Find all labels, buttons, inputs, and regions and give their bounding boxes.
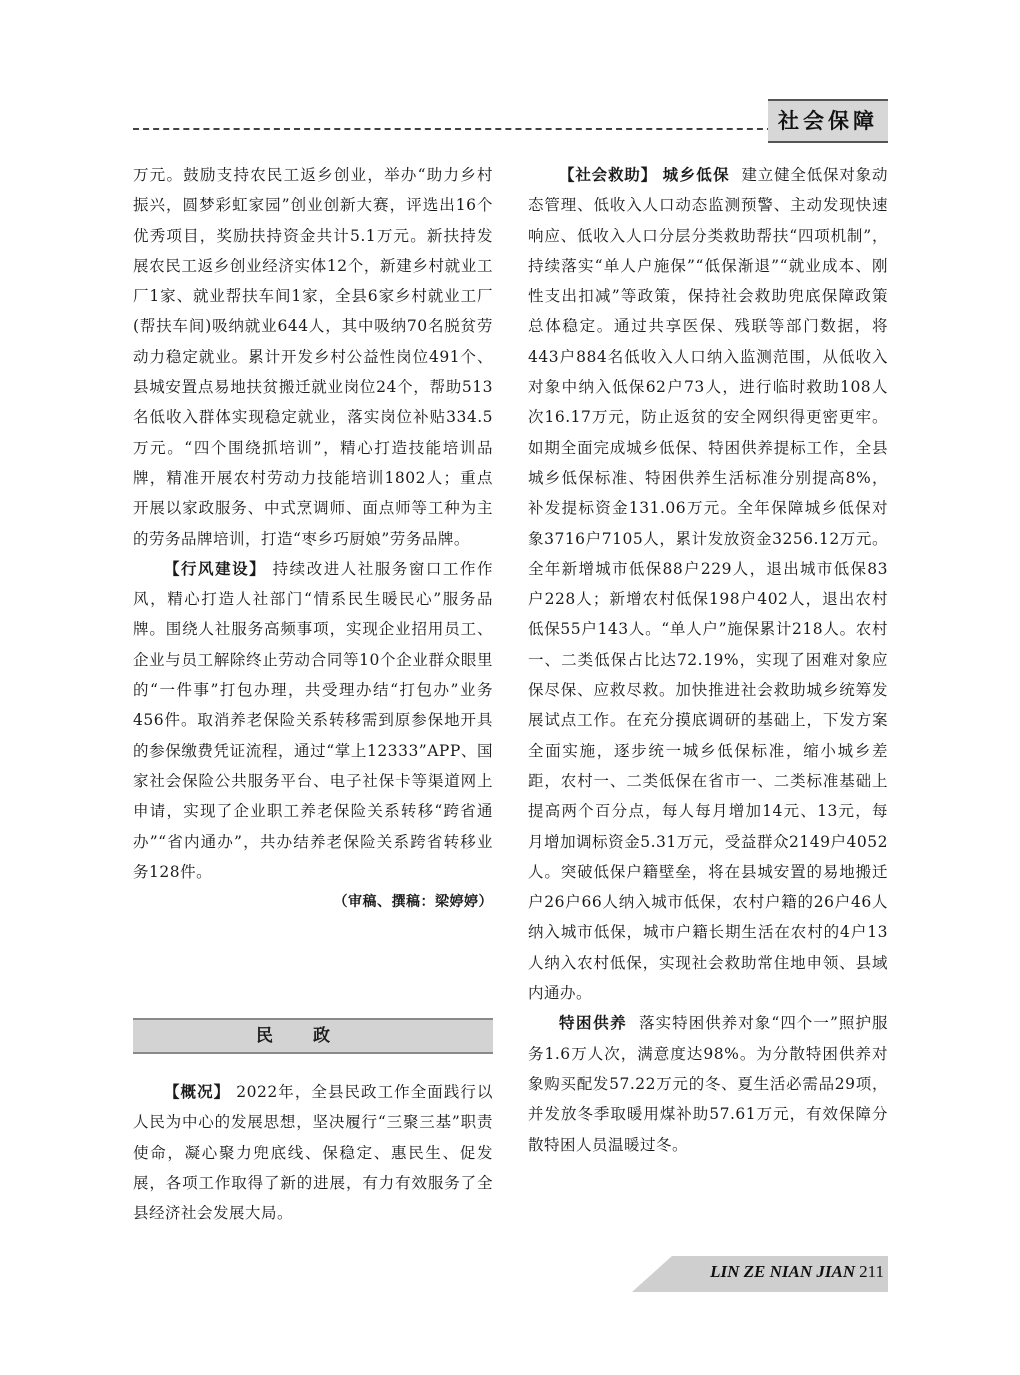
left-column <box>133 160 493 917</box>
tag-shehui-jiuzhu: 【社会救助】 <box>559 166 657 184</box>
left-paragraph-2 <box>133 554 493 887</box>
right-paragraph-1 <box>528 160 888 1008</box>
section-title: 社会保障 <box>768 99 888 143</box>
subhead-chengxiang-dibao: 城乡低保 <box>662 166 730 184</box>
left-paragraph-3-text: 2022年，全县民政工作全面践行以人民为中心的发展思想，坚决履行“三聚三基”职责使命，凝心聚力兜底线、保稳定、惠民生、促发展，各项工作取得了新的进展，有力有效服务了全县经济社会发展大局。 <box>133 1083 493 1223</box>
subhead-tekun-gongyang: 特困供养 <box>559 1014 628 1033</box>
tag-gaikuang: 【概况】 <box>164 1083 231 1101</box>
right-paragraph-2-text: 落实特困供养对象“四个一”照护服务1.6万人次，满意度达98%。为分散特困供养对象购买配发57.22万元的冬、夏生活必需品29项，并发放冬季取暖用煤补助57.61万元，有效保障分散特困人员温暖过冬。 <box>528 1014 888 1154</box>
right-paragraph-2 <box>528 1008 888 1159</box>
right-paragraph-1-text: 建立健全低保对象动态管理、低收入人口动态监测预警、主动发现快速响应、低收入人口分层分类救助帮扶“四项机制”，持续落实“单人户施保”“低保渐退”“就业成本、刚性支出扣减”等政策，保持社会救助兜底保障政策总体稳定。通过共享医保、残联等部门数据，将443户884名低收入人口纳入监测范围，从低收入对象中纳入低保62户73人，进行临时救助108人次16.17万元，防止返贫的安全网织得更密更牢。如期全面完成城乡低保、特困供养提标工作，全县城乡低保标准、特困供养生活标准分别提高8%，补发提标资金131.06万元。全年保障城乡低保对象3716户7105人，累计发放资金3256.12万元。全年新增城市低保88户229人，退出城市低保83户228人；新增农村低保198户402人，退出农村低保55户143人。“单人户”施保累计218人。农村一、二类低保占比达72.19%，实现了困难对象应保尽保、应救尽救。加快推进社会救助城乡统筹发展试点工作。在充分摸底调研的基础上，下发方案全面实施，逐步统一城乡低保标准，缩小城乡差距，农村一、二类低保在省市一、二类标准基础上提高两个百分点，每人每月增加14元、13元，每月增加调标资金5.31万元，受益群众2149户4052人。突破低保户籍壁垒，将在县城安置的易地搬迁户26户66人纳入城市低保，农村户籍的26户46人纳入城市低保，城市户籍长期生活在农村的4户13人纳入农村低保，实现社会救助常住地申领、县域内通办。 <box>528 166 888 1003</box>
author-credit: （审稿、撰稿：梁婷婷） <box>333 894 493 911</box>
page-footer <box>632 1256 888 1292</box>
left-paragraph-1: 万元。鼓励支持农民工返乡创业，举办“助力乡村振兴，圆梦彩虹家园”创业创新大赛，评选出16个优秀项目，奖励扶持资金共计5.1万元。新扶持发展农民工返乡创业经济实体12个，新建乡村就业工厂1家、就业帮扶车间1家，全县6家乡村就业工厂(帮扶车间)吸纳就业644人，其中吸纳70名脱贫劳动力稳定就业。累计开发乡村公益性岗位491个、县城安置点易地扶贫搬迁就业岗位24个，帮助513名低收入群体实现稳定就业，落实岗位补贴334.5万元。“四个围绕抓培训”，精心打造技能培训品牌，精准开展农村劳动力技能培训1802人；重点开展以家政服务、中式烹调师、面点师等工种为主的劳务品牌培训，打造“枣乡巧厨娘”劳务品牌。 <box>133 166 493 548</box>
section-bar-minzheng: 民政 <box>133 1018 493 1054</box>
tag-xingfeng: 【行风建设】 <box>164 559 267 578</box>
header-rule <box>133 128 773 130</box>
right-column <box>528 160 888 1160</box>
page-number: 211 <box>859 1262 884 1281</box>
left-paragraph-2-text: 持续改进人社服务窗口工作作风，精心打造人社部门“情系民生暖民心”服务品牌。围绕人社服务高频事项，实现企业招用员工、企业与员工解除终止劳动合同等10个企业群众眼里的“一件事”打包办理，共受理办结“打包办”业务456件。取消养老保险关系转移需到原参保地开具的参保缴费凭证流程，通过“掌上12333”APP、国家社会保险公共服务平台、电子社保卡等渠道网上申请，实现了企业职工养老保险关系转移“跨省通办”“省内通办”，共办结养老保险关系跨省转移业务128件。 <box>133 559 493 881</box>
left-paragraph-3 <box>133 1077 493 1228</box>
journal-name: LIN ZE NIAN JIAN <box>710 1262 856 1281</box>
footer-label <box>710 1262 884 1282</box>
left-column-lower <box>133 1077 493 1228</box>
